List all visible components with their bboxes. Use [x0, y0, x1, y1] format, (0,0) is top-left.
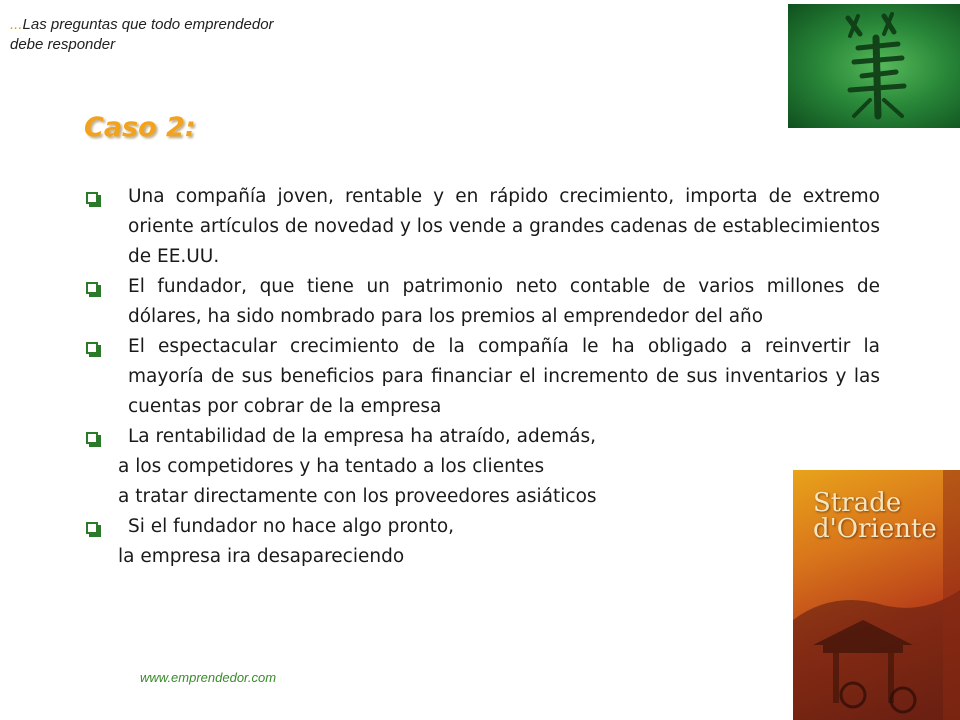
bullet-text: Si el fundador no hace algo pronto,: [128, 516, 455, 537]
bullet-item-1: [86, 182, 880, 272]
bullet-continuation: a tratar directamente con los proveedores asiáticos: [118, 486, 597, 507]
square-bullet-icon: [86, 432, 98, 444]
square-bullet-icon: [86, 342, 98, 354]
bullet-continuation: la empresa ira desapareciendo: [118, 546, 405, 567]
book-title: [813, 490, 955, 542]
square-bullet-icon: [86, 522, 98, 534]
book-title-line2: d'Oriente: [813, 514, 937, 544]
header-note-line2: debe responder: [10, 36, 116, 53]
header-note-line1: Las preguntas que todo emprendedor: [22, 16, 274, 33]
bullet-item-5: [86, 512, 880, 542]
footer-url: www.emprendedor.com: [140, 670, 277, 685]
header-dots: ...: [10, 16, 23, 33]
bullet-continuation: a los competidores y ha tentado a los clientes: [118, 456, 545, 477]
square-bullet-icon: [86, 282, 98, 294]
square-bullet-icon: [86, 192, 98, 204]
bullet-text: El fundador, que tiene un patrimonio neto contable de varios millones de dólares, ha sido nombrado para los premios al emprendedor del año: [128, 276, 880, 327]
bullet-item-3: [86, 332, 880, 422]
header-note: [10, 15, 370, 55]
bullet-text: La rentabilidad de la empresa ha atraído, además,: [128, 426, 597, 447]
bullet-list: [86, 182, 880, 572]
slide-title: Caso 2:: [84, 112, 196, 143]
bullet-item-2: [86, 272, 880, 332]
book-title-line1: Strade: [813, 488, 902, 518]
chinese-calligraphy-image: [788, 4, 960, 128]
bullet-text: El espectacular crecimiento de la compañía le ha obligado a reinvertir la mayoría de sus beneficios para financiar el incremento de sus inventarios y las cuentas por cobrar de la empresa: [128, 336, 880, 417]
bullet-text: Una compañía joven, rentable y en rápido crecimiento, importa de extremo oriente artículos de novedad y los vende a grandes cadenas de establecimientos de EE.UU.: [128, 186, 881, 267]
bullet-item-4: [86, 422, 880, 452]
book-cover-image: [793, 470, 960, 720]
